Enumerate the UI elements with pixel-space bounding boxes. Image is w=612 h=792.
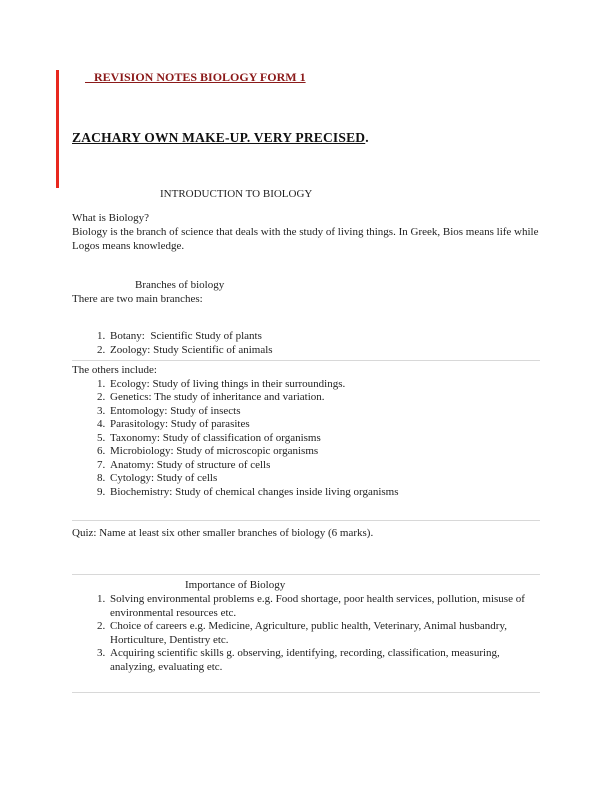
- other-branches-list: [72, 378, 540, 500]
- section-heading-introduction: INTRODUCTION TO BIOLOGY: [160, 188, 313, 200]
- list-item: 3. Entomology: Study of insects: [108, 405, 540, 419]
- list-item: 1. Solving environmental problems e.g. Food shortage, poor health services, pollution, misuse of environmental resources etc.: [108, 593, 540, 620]
- document-title-text: REVISION NOTES BIOLOGY FORM 1: [94, 70, 306, 84]
- list-item: 1. Botany: Scientific Study of plants: [108, 330, 540, 344]
- document-subtitle-period: .: [365, 130, 369, 145]
- heading-importance-of-biology: Importance of Biology: [185, 578, 286, 591]
- list-item: 5. Taxonomy: Study of classification of organisms: [108, 432, 540, 446]
- paragraph-biology-definition: Biology is the branch of science that deals with the study of living things. In Greek, Bios means life while Logos means knowledge.: [72, 226, 542, 252]
- list-item: 2. Genetics: The study of inheritance and variation.: [108, 391, 540, 405]
- list-item: 4. Parasitology: Study of parasites: [108, 418, 540, 432]
- list-item: 6. Microbiology: Study of microscopic organisms: [108, 445, 540, 459]
- list-item: 9. Biochemistry: Study of chemical changes inside living organisms: [108, 486, 540, 500]
- list-item: 2. Choice of careers e.g. Medicine, Agriculture, public health, Veterinary, Animal husbandry, Horticulture, Dentistry etc.: [108, 620, 540, 647]
- list-item: 1. Ecology: Study of living things in their surroundings.: [108, 378, 540, 392]
- divider: [72, 692, 540, 693]
- lead-others-include: The others include:: [72, 364, 157, 376]
- heading-branches-of-biology: Branches of biology: [135, 279, 225, 291]
- list-item: 2. Zoology: Study Scientific of animals: [108, 344, 540, 358]
- question-what-is-biology: What is Biology?: [72, 211, 149, 224]
- document-subtitle-text: ZACHARY OWN MAKE-UP. VERY PRECISED: [72, 130, 366, 145]
- divider: [72, 574, 540, 575]
- importance-list: [72, 593, 540, 674]
- list-item: 7. Anatomy: Study of structure of cells: [108, 459, 540, 473]
- quiz-text: Quiz: Name at least six other smaller branches of biology (6 marks).: [72, 527, 374, 539]
- divider: [72, 520, 540, 521]
- document-title: [72, 70, 540, 84]
- main-branches-list: [72, 330, 540, 357]
- document-subtitle: [72, 130, 540, 146]
- revision-change-bar: [56, 70, 59, 188]
- list-item: 3. Acquiring scientific skills g. observing, identifying, recording, classification, measuring, analyzing, evaluating etc.: [108, 647, 540, 674]
- list-item: 8. Cytology: Study of cells: [108, 472, 540, 486]
- lead-two-main-branches: There are two main branches:: [72, 292, 203, 305]
- divider: [72, 360, 540, 361]
